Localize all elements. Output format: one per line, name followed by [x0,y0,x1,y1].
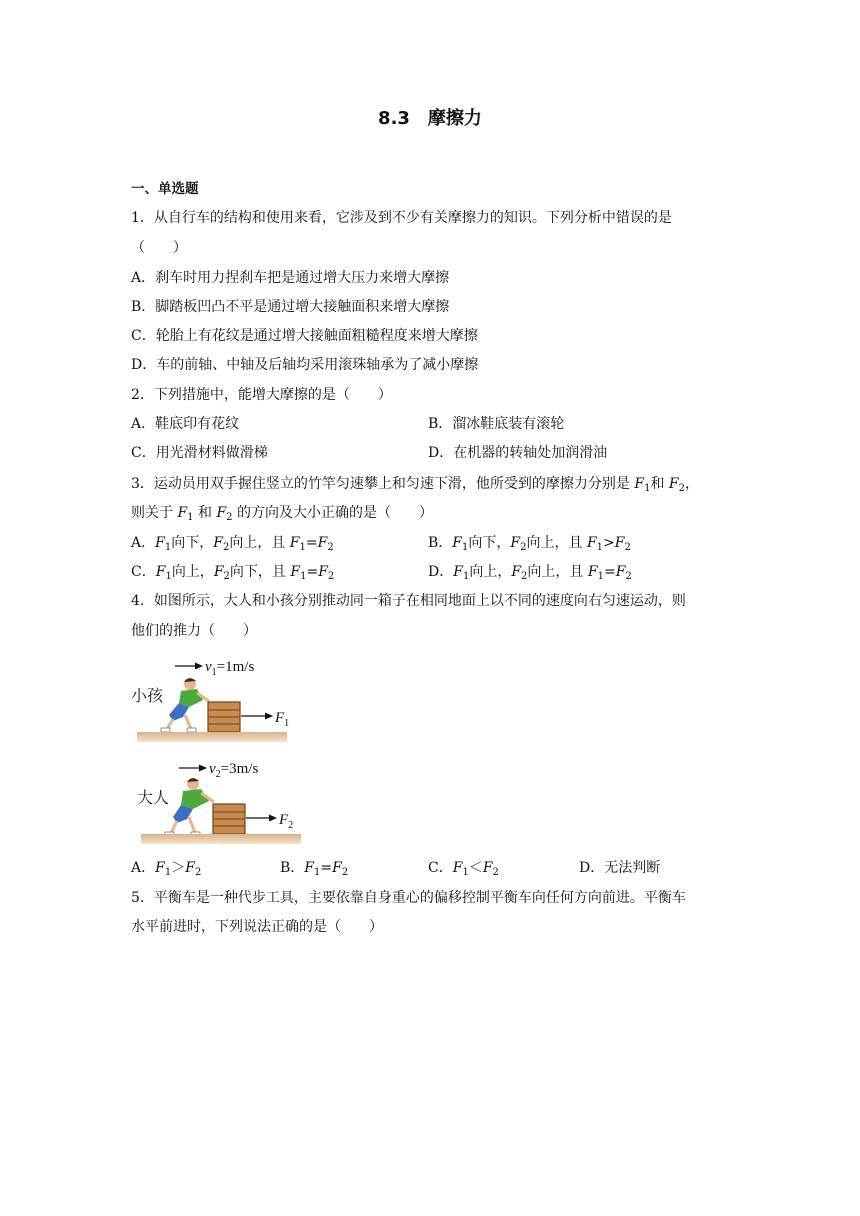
v1-label: $v_1=1m/s$ [205,659,255,678]
q1-stem-line2: （ ） [131,240,187,256]
q1-option-d: D．车的前轴、中轴及后轴均采用滚珠轴承为了减小摩擦 [131,357,479,373]
q4-stem-line2: 他们的推力（ ） [131,623,257,639]
q3-option-d: D．$F_1$向上，$F_2$向上，且 $F_1=F_2$ [428,564,632,582]
q3-option-c: C．$F_1$向上，$F_2$向下，且 $F_1=F_2$ [131,564,335,582]
adult-scene [137,761,301,844]
ground [141,834,301,844]
q1-option-c: C．轮胎上有花纹是通过增大接触面粗糙程度来增大摩擦 [131,328,478,344]
child-scene [131,659,289,742]
f2-label: $F_2$ [279,812,294,831]
q2-option-c: C．用光滑材料做滑梯 [131,445,268,461]
q3-stem-line2: 则关于 $F_1$ 和 $F_2$ 的方向及大小正确的是（ ） [131,505,433,523]
q2-option-b: B．溜冰鞋底装有滚轮 [428,416,565,432]
q4-option-d: D．无法判断 [579,860,661,876]
q4-figure [131,655,311,849]
q4-option-c: C．$F_1<F_2$ [428,860,499,878]
pushing-box-illustration [131,655,311,845]
section-heading: 一、单选题 [131,181,199,197]
q3-option-a: A．$F_1$向下，$F_2$向上，且 $F_1=F_2$ [131,535,334,553]
child-shirt [179,689,203,707]
child-label: 小孩 [131,686,164,705]
q4-option-a: A．$F_1>F_2$ [131,860,202,878]
q4-option-b: B．$F_1=F_2$ [280,860,349,878]
q3-stem-line1: 3．运动员用双手握住竖立的竹竿匀速攀上和匀速下滑，他所受到的摩擦力分别是 $F_1$和 $F_2$， [131,476,699,494]
q2-option-a: A．鞋底印有花纹 [131,416,240,432]
q1-stem-line1: 1．从自行车的结构和使用来看，它涉及到不少有关摩擦力的知识。下列分析中错误的是 [131,210,672,226]
q2-stem: 2．下列措施中，能增大摩擦的是（ ） [131,387,392,403]
ground [137,732,287,742]
q4-stem-line1: 4．如图所示，大人和小孩分别推动同一箱子在相同地面上以不同的速度向右匀速运动，则 [131,593,686,609]
page-title: 8.3 摩擦力 [378,108,482,129]
q2-option-d: D．在机器的转轴处加润滑油 [428,445,608,461]
q1-option-b: B．脚踏板凹凸不平是通过增大接触面积来增大摩擦 [131,299,450,315]
adult-shirt [181,789,209,809]
q1-option-a: A．刹车时用力捏刹车把是通过增大压力来增大摩擦 [131,270,450,286]
v2-label: $v_2=3m/s$ [209,761,259,780]
adult-label: 大人 [137,788,170,807]
f1-label: $F_1$ [275,710,290,729]
q5-stem-line1: 5．平衡车是一种代步工具，主要依靠自身重心的偏移控制平衡车向任何方向前进。平衡车 [131,890,686,906]
q3-option-b: B．$F_1$向下，$F_2$向上，且 $F_1>F_2$ [428,535,631,553]
q5-stem-line2: 水平前进时，下列说法正确的是（ ） [131,919,383,935]
